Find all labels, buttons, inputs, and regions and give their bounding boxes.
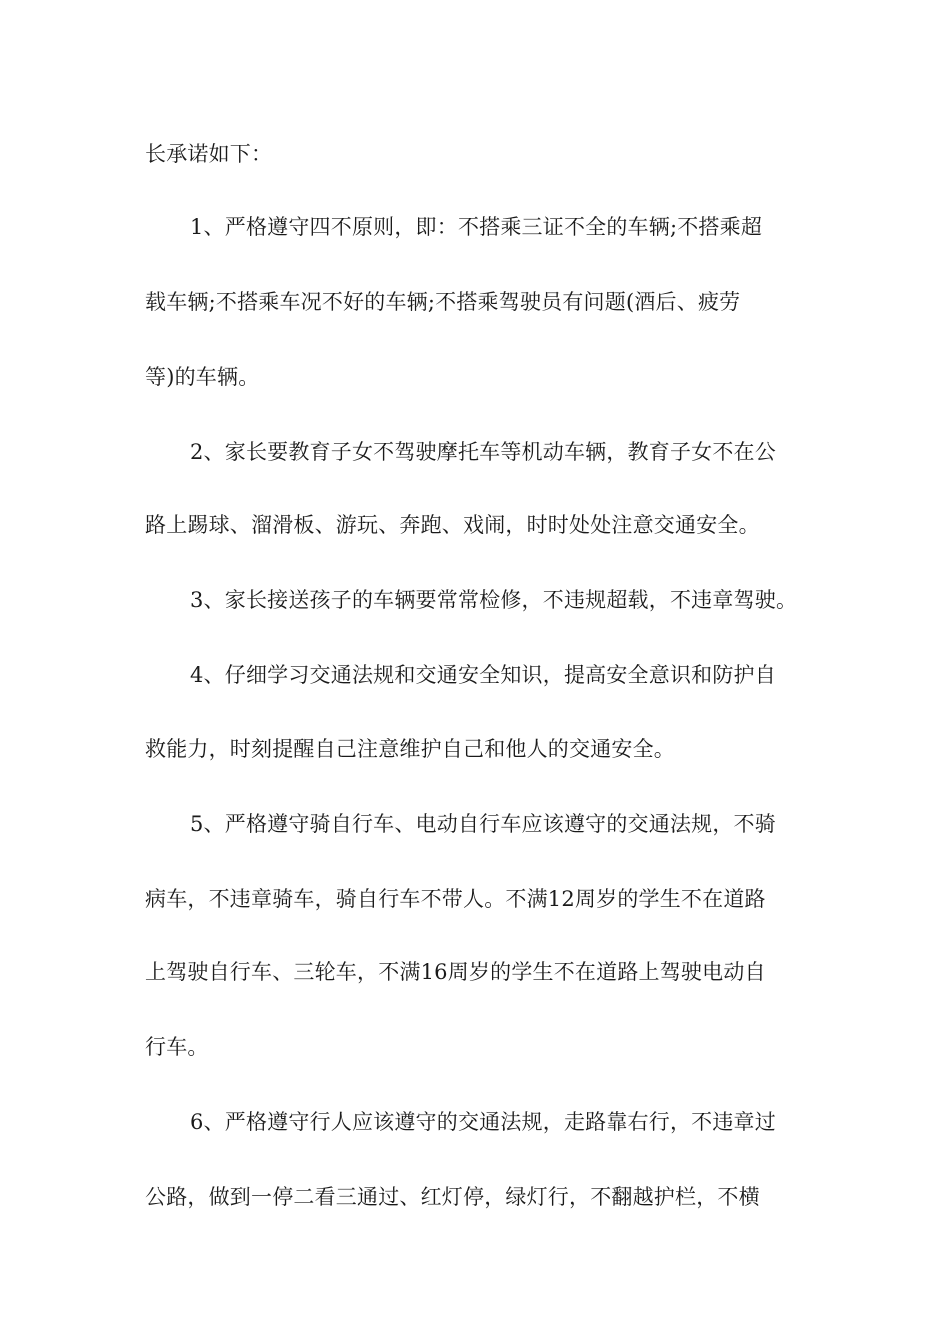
text-line: 载车辆;不搭乘车况不好的车辆;不搭乘驾驶员有问题(酒后、疲劳	[145, 290, 741, 314]
text-line: 病车，不违章骑车，骑自行车不带人。不满12周岁的学生不在道路	[145, 887, 766, 911]
text-line: 5、严格遵守骑自行车、电动自行车应该遵守的交通法规，不骑	[190, 812, 776, 836]
text-line: 救能力，时刻提醒自己注意维护自己和他人的交通安全。	[145, 737, 675, 761]
text-line: 2、家长要教育子女不驾驶摩托车等机动车辆，教育子女不在公	[190, 440, 776, 464]
text-line: 上驾驶自行车、三轮车，不满16周岁的学生不在道路上驾驶电动自	[145, 960, 766, 984]
text-line: 3、家长接送孩子的车辆要常常检修，不违规超载，不违章驾驶。	[190, 588, 798, 612]
text-line: 行车。	[145, 1035, 209, 1059]
text-line: 等)的车辆。	[145, 365, 260, 389]
text-line: 4、仔细学习交通法规和交通安全知识，提高安全意识和防护自	[190, 663, 776, 687]
text-line: 路上踢球、溜滑板、游玩、奔跑、戏闹，时时处处注意交通安全。	[145, 513, 760, 537]
text-line: 6、严格遵守行人应该遵守的交通法规，走路靠右行，不违章过	[190, 1110, 776, 1134]
text-line: 1、严格遵守四不原则，即：不搭乘三证不全的车辆;不搭乘超	[190, 215, 763, 239]
text-line: 长承诺如下：	[145, 142, 273, 166]
text-line: 公路，做到一停二看三通过、红灯停，绿灯行，不翻越护栏，不横	[145, 1185, 760, 1209]
